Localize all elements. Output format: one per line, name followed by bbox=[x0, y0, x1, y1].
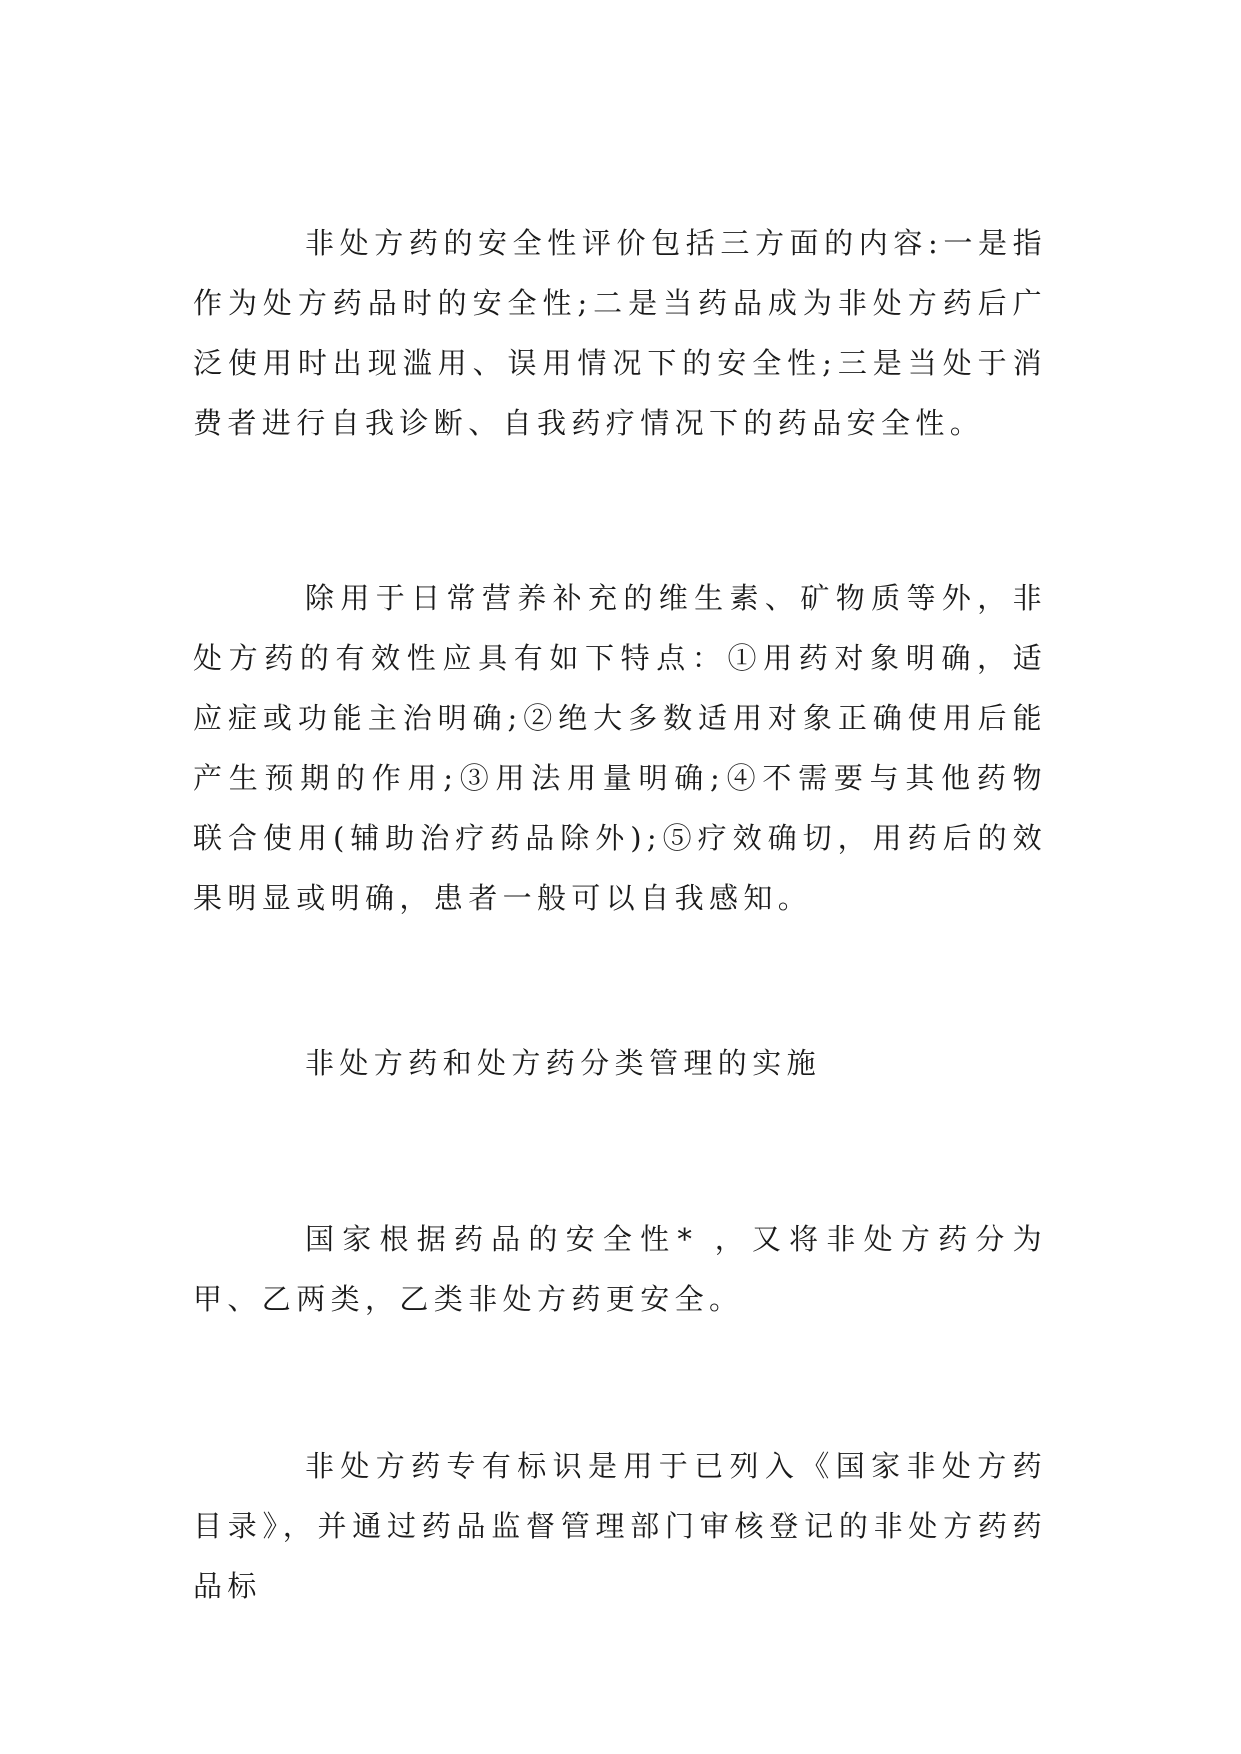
paragraph-otc-label: 非处方药专有标识是用于已列入《国家非处方药目录》，并通过药品监督管理部门审核登记的非处方药药品标 bbox=[193, 1449, 1047, 1603]
section-heading: 非处方药和处方药分类管理的实施 bbox=[305, 1046, 822, 1080]
paragraph-classification: 国家根据药品的安全性* ，又将非处方药分为甲、乙两类，乙类非处方药更安全。 bbox=[193, 1222, 1047, 1316]
paragraph-safety-evaluation: 非处方药的安全性评价包括三方面的内容:一是指作为处方药品时的安全性;二是当药品成为非处方药后广泛使用时出现滥用、误用情况下的安全性;三是当处于消费者进行自我诊断、自我药疗情况下的药品安全性。 bbox=[193, 226, 1047, 440]
paragraph-efficacy-features: 除用于日常营养补充的维生素、矿物质等外，非处方药的有效性应具有如下特点：①用药对象明确，适应症或功能主治明确;②绝大多数适用对象正确使用后能产生预期的作用;③用法用量明确;④不需要与其他药物联合使用(辅助治疗药品除外);⑤疗效确切，用药后的效果明显或明确，患者一般可以自我感知。 bbox=[193, 581, 1047, 915]
